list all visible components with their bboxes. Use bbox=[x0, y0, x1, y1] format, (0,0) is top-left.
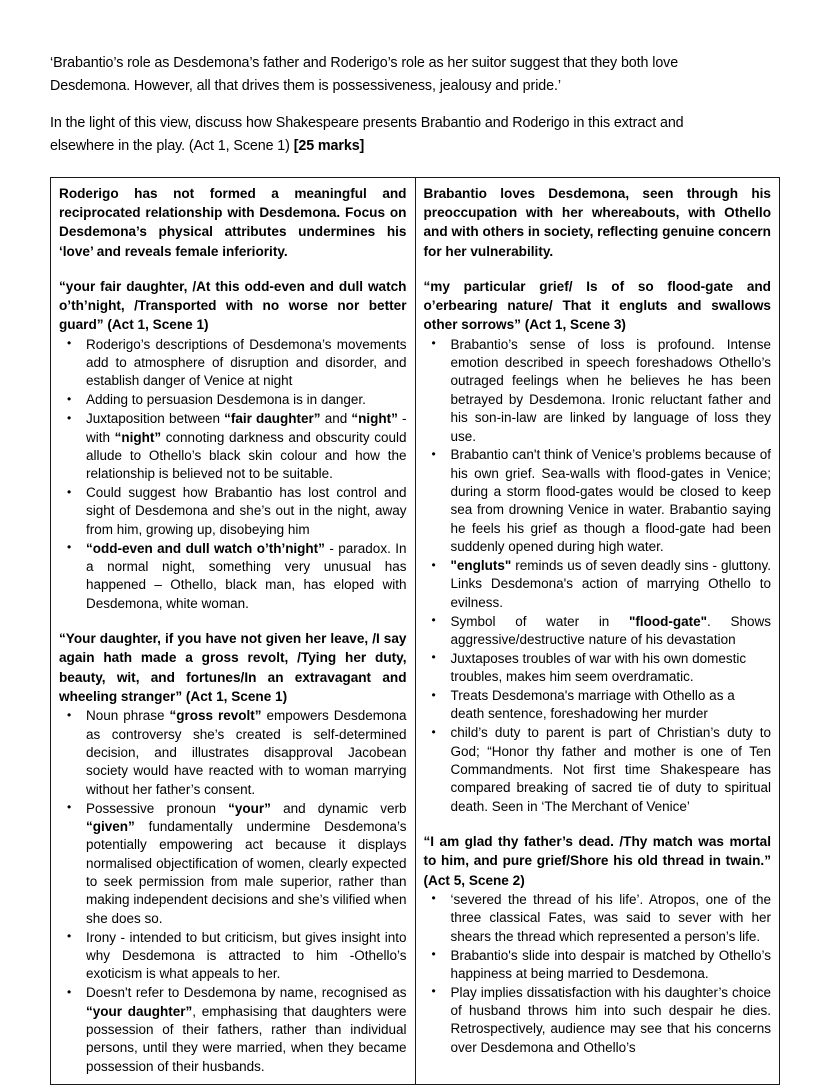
right-column-heading: Brabantio loves Desdemona, seen through his preoccupation with her whereabouts, with Othello and with others in society, reflecting genuine concern for her vulnerability. bbox=[423, 185, 771, 259]
table-cell-roderigo bbox=[51, 177, 416, 1085]
list-item bbox=[424, 724, 772, 816]
point-text: Roderigo’s descriptions of Desdemona’s movements add to atmosphere of disruption and disorder, and establish danger of Venice at night bbox=[86, 336, 407, 389]
table-cell-brabantio bbox=[415, 177, 780, 1085]
list-item bbox=[424, 336, 772, 446]
point-text: Irony - intended to but criticism, but gives insight into why Desdemona is attracted to him -Othello’s exoticism is what appeals to her. bbox=[86, 929, 407, 982]
list-item bbox=[424, 984, 772, 1057]
list-item: • “odd-even and dull watch o’th’night” - paradox. In a normal night, something very unusual has happened – Othello, black man, has eloped with Desdemona, white woman. bbox=[59, 540, 407, 613]
list-item: • Doesn't refer to Desdemona by name, recognised as “your daughter”, emphasising that daughters were possession of their fathers, rather than individual persons, until they were married, when they became possession of their husbands. bbox=[59, 984, 407, 1076]
list-item bbox=[59, 929, 407, 984]
list-item: • Juxtaposition between “fair daughter” and “night” - with “night” connoting darkness and obscurity could allude to Othello’s black skin colour and how the relationship is believed not to be suitable. bbox=[59, 410, 407, 483]
list-item: • Symbol of water in "flood-gate". Shows aggressive/destructive nature of his devastation bbox=[424, 613, 772, 650]
point-text: Adding to persuasion Desdemona is in danger. bbox=[86, 392, 366, 408]
left-column-heading: Roderigo has not formed a meaningful and reciprocated relationship with Desdemona. Focus on Desdemona’s physical attributes undermines his ‘love’ and reveals female inferiority. bbox=[59, 185, 407, 259]
point-text: Brabantio can't think of Venice’s problems because of his own grief. Sea-walls with flood-gates in Venice; during a storm flood-gates would be closed to keep sea from drowning Venice in water. Brabantio saying he feels his grief as though a flood-gate had been suddenly opened during high water. bbox=[450, 447, 771, 555]
task-instruction-paragraph bbox=[50, 112, 750, 158]
right-points-2 bbox=[424, 891, 772, 1057]
marks-badge: [25 marks] bbox=[293, 138, 365, 155]
thesis-quote-paragraph: ‘Brabantio’s role as Desdemona’s father and Roderigo’s role as her suitor suggest that they both love Desdemona. However, all that drives them is possessiveness, jealousy and pride.’ bbox=[50, 55, 679, 95]
right-quote-1: “my particular grief/ Is of so flood-gate and o’erbearing nature/ That it engluts and swallows other sorrows” (Act 1, Scene 3) bbox=[423, 278, 771, 333]
task-instruction-text: In the light of this view, discuss how Shakespeare presents Brabantio and Roderigo in this extract and elsewhere in the play. (Act 1, Scene 1) bbox=[50, 115, 684, 155]
left-quote-1: “your fair daughter, /At this odd-even and dull watch o’th’night, /Transported with no worse nor better guard” (Act 1, Scene 1) bbox=[59, 278, 407, 333]
list-item bbox=[424, 891, 772, 946]
point-text: child’s duty to parent is part of Christian’s duty to God; “Honor thy father and mother is one of Ten Commandments. Not first time Shakespeare has compared breaking of sacred tie of duty to spiritual death. Seen in ‘The Merchant of Venice’ bbox=[450, 725, 771, 814]
left-points-2 bbox=[59, 707, 407, 1076]
list-item bbox=[424, 446, 772, 556]
list-item: • Noun phrase “gross revolt” empowers Desdemona as controversy she’s created is self-determined decision, and illustrates disapproval Jacobean society would have reacted with to woman marrying without her father’s consent. bbox=[59, 707, 407, 799]
list-item bbox=[59, 336, 407, 391]
list-item bbox=[424, 687, 772, 724]
point-text: Brabantio's slide into despair is matched by Othello’s happiness at being married to Desdemona. bbox=[450, 947, 771, 981]
right-quote-2: “I am glad thy father’s dead. /Thy match was mortal to him, and pure grief/Shore his old thread in twain.” (Act 5, Scene 2) bbox=[423, 834, 771, 888]
left-points-1 bbox=[59, 336, 407, 613]
point-text: Could suggest how Brabantio has lost control and sight of Desdemona and she’s out in the night, away from him, growing up, disobeying him bbox=[86, 485, 407, 537]
table-row bbox=[51, 177, 780, 1085]
right-points-1 bbox=[424, 336, 772, 816]
list-item bbox=[59, 484, 407, 539]
point-text: ‘severed the thread of his life’. Atropos, one of the three classical Fates, was said to sever with her shears the thread which represented a person’s life. bbox=[450, 891, 771, 944]
list-item bbox=[424, 650, 772, 687]
list-item: • "engluts" reminds us of seven deadly sins - gluttony. Links Desdemona's action of marrying Othello to evilness. bbox=[424, 557, 772, 612]
point-text: Brabantio’s sense of loss is profound. Intense emotion described in speech foreshadows Othello’s outraged feelings when he believes he has been betrayed by Desdemona. Ironic reluctant father and his son-in-law are linked by language of loss they use. bbox=[450, 336, 771, 444]
analysis-table bbox=[50, 177, 780, 1085]
list-item bbox=[424, 947, 772, 984]
left-quote-2: “Your daughter, if you have not given her leave, /I say again hath made a gross revolt, /Tying her duty, beauty, wit, and fortunes/In an extravagant and wheeling stranger” (Act 1, Scene 1) bbox=[59, 631, 407, 704]
list-item bbox=[59, 391, 407, 409]
list-item: • Possessive pronoun “your” and dynamic verb “given” fundamentally undermine Desdemona’s potentially empowering act because it displays normalised objectification of women, clearly expected to seek permission from male superior, rather than making independent decisions and she’s vilified when she does so. bbox=[59, 800, 407, 929]
point-text: Play implies dissatisfaction with his daughter’s choice of husband throws him into such despair he dies. Retrospectively, audience may see that his concerns over Desdemona and Othello’s bbox=[450, 984, 771, 1055]
point-text: Treats Desdemona's marriage with Othello as a death sentence, foreshadowing her murder bbox=[450, 688, 735, 722]
point-text: Juxtaposes troubles of war with his own domestic troubles, makes him seem overdramatic. bbox=[450, 650, 747, 685]
